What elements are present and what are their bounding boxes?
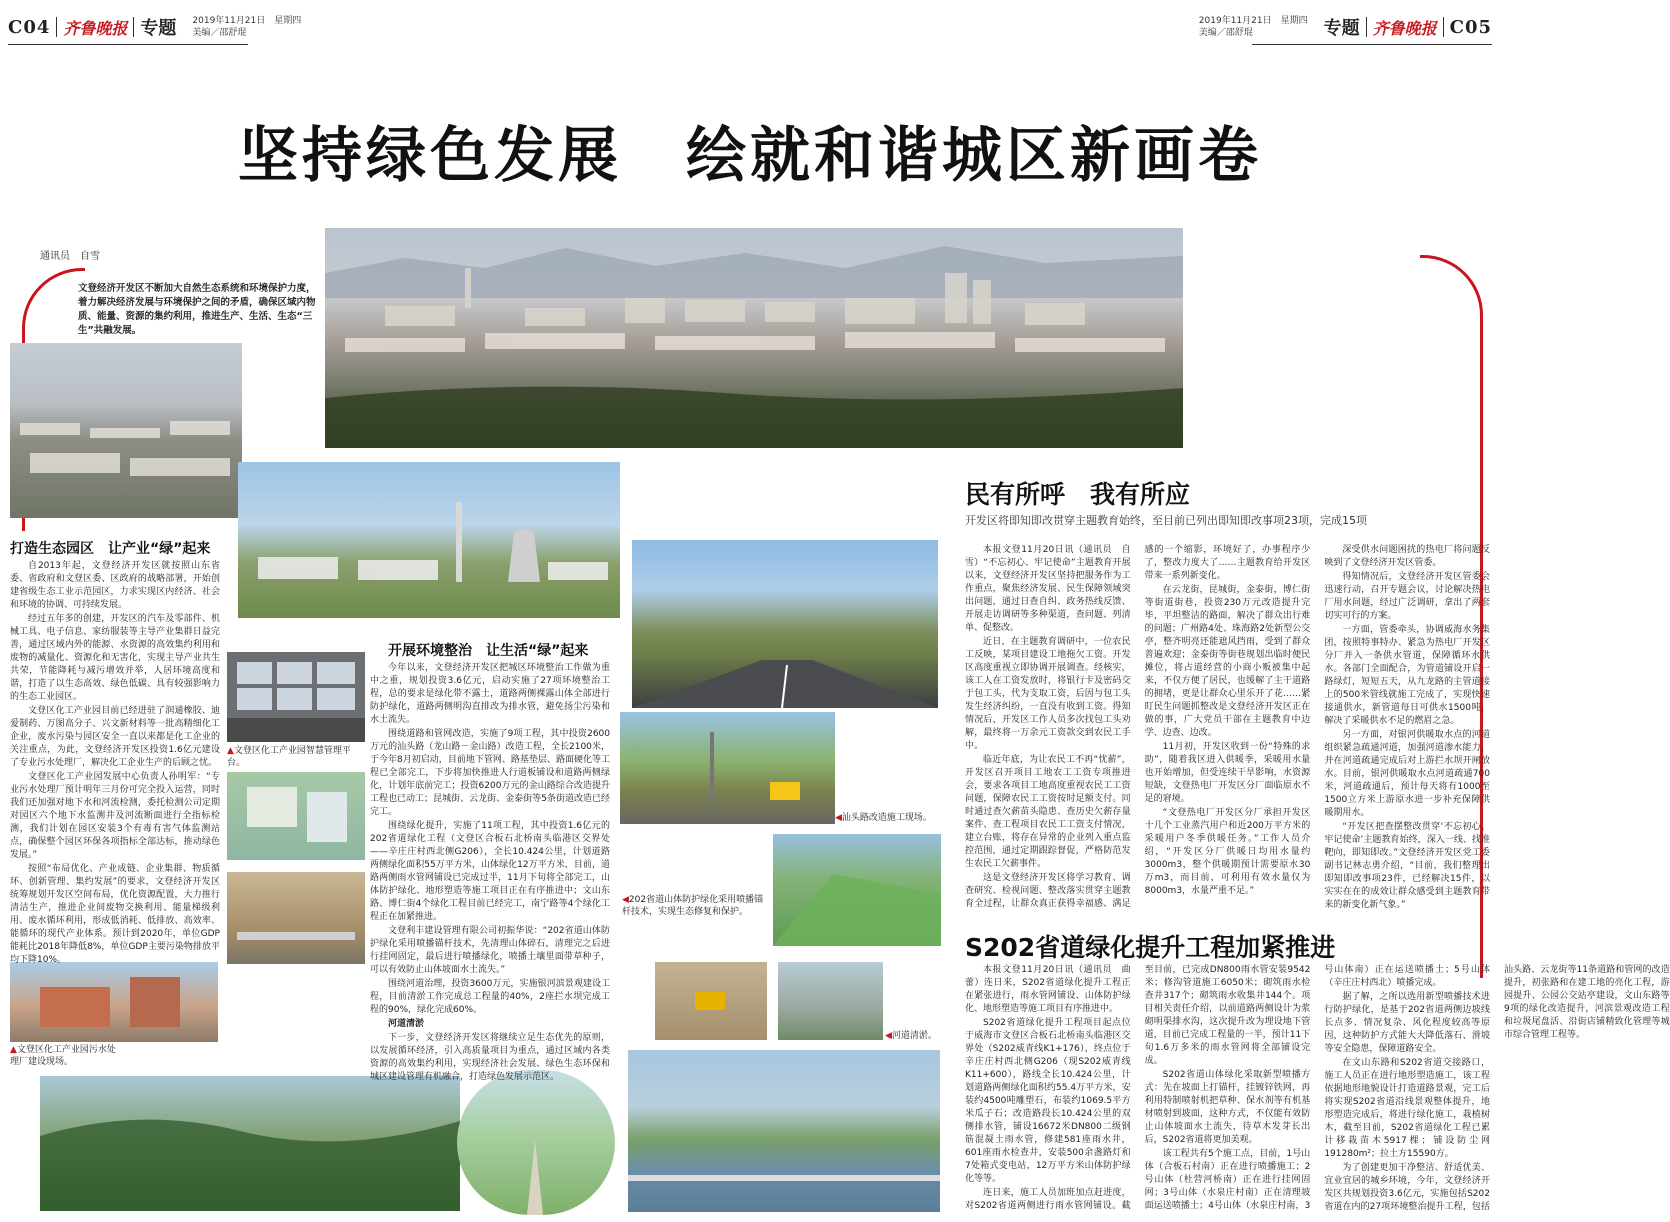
response-p10: 一方面，管委牵头，协调威海水务集团，按照特事特办、紧急为热电厂开发区分厂并入一条供水管道，保障循环水供水。各部门全面配合，为管道铺设开启一路绿灯，短短五天，从九龙路的主管道接上的500米管线就施工完成了，实现快速接通供水，新管道每日可供水1500吨，解决了采暖供水不足的燃眉之急。 [1324,625,1490,726]
s202-p1: 本报文登11月20日讯（通讯员 曲蕾）连日来，S202省道绿化提升工程正在紧张进行，雨水管网铺设、山体防护绿化、地形塑造等施工项目有序推进中。 [965,965,1131,1014]
river-dam-photo [628,1050,940,1212]
response-p7: “文登热电厂开发区分厂承担开发区十几个工业蒸汽用户和近200万平方米的采暖用户冬季供暖任务。”工作人员介绍，“开发区分厂供暖日均用水量约3000m3，整个供暖期预计需要原水30万m3，而目前，可利用有效水量仅为8000m3，水量严重不足。” [1144,808,1311,896]
section-name-right: 专题 [1323,18,1360,39]
environment-p1: 今年以来，文登经济开发区把城区环境整治工作做为重中之重，规划投资3.6亿元，启动实施了27项环境整治工程，总的要求是绿化带不露土，道路两侧裸露山体全部进行防护绿化，道路两侧明沟直排改为排水管，避免扬尘污染和水土流失。 [370,663,610,725]
brand-logo-right: 齐鲁晚报 [1372,18,1437,38]
caption-smart-platform: ▲文登区化工产业园智慧管理平台。 [227,746,351,768]
sewage-plant-photo [10,962,218,1042]
main-headline: 坚持绿色发展 绘就和谐城区新画卷 [238,121,1262,191]
section-name-left: 专题 [140,18,177,39]
eco-park-p5: 按照“布局优化、产业成链、企业集群、物质循环、创新管理、集约发展”的要求，文登经济开发区统筹规划开发区空间布局，优化资源配置，大力推行清洁生产，推进企业间废物交换利用、能量梯级利用、废水循环利用，形成低消耗、低排放、高效率、能循环的现代产业体系。预计到2020年，单位GDP能耗比2018年降低8%，单位GDP主要污染物排放平均下降10%。 [10,864,220,965]
s202-p3: 连日来，施工人员加班加点赶进度，对S202省道两侧进行雨水管网铺设。截至目前，已完成DN800雨水管安装9542米；修沟管道施工6050米；砌筑雨水检查井317个；砌筑雨水收集井144个。项目相关责任介绍，以前道路两侧设计为浆砌明渠排水沟，这次提升改为埋设地下管道，目前已完成工程量的一半，预计11下旬1.6万多米的雨水管网将全部铺设完成。 [965,965,1311,1211]
eco-park-p1: 自2013年起，文登经济开发区就按照山东省委、省政府和文登区委、区政府的战略部署，开始创建省级生态工业示范园区，力求实现区内经济、社会和环境的协调、可持续发展。 [10,561,220,610]
right-page-number: C05 [1449,16,1492,38]
response-p6: 11月初，开发区收到一份“特殊的求助”，随着我区进入供暖季，采暖用水量也开始增加，但受连续干旱影响，水资源短缺，文登热电厂开发区分厂面临原水不足的窘境。 [1144,742,1311,804]
s202-p5: 该工程共有5个施工点，目前，1号山体（合板石村南）正在进行喷播施工；2号山体（杜营河桥南）正在进行挂网固网；3号山体（水泉庄村南）正在清理坡面运送喷播土；4号山体（水泉庄村南，3号山体南）正在运送喷播土；5号山体（辛庄庄村西北）喷播完成。 [1144,965,1490,1211]
response-p12: “开发区把查摆整改贯穿‘不忘初心、牢记使命’主题教育始终，深入一线、找准靶向，即知即改。”文登经济开发区党工委副书记林志勇介绍，“目前，我们整理出即知即改事项23件，已经解决15件，以实实在在的成效让群众感受到主题教育带来的新变化新气象。” [1324,822,1490,910]
smart-platform-photo [227,652,365,742]
response-p4: 这是文登经济开发区将学习教育、调查研究、检视问题、整改落实贯穿主题教育全过程，让群众真正获得幸福感、满足感的一个缩影，环境好了，办事程序少了，整改力度大了……主题教育给开发区带来一系列新变化。 [965,545,1311,909]
section-title-response: 民有所呼 我有所应 [965,480,1191,509]
slope-greening-photo [773,834,941,946]
environment-p5: 围绕河道治理，投资3600万元，实施银河滨景观建设工程，目前清淤工作完成总工程量的40%，2座拦水坝完成工程的90%，绿化完成60%。 [370,979,610,1015]
eco-park-body [10,560,220,965]
response-p2: 近日，在主题教育调研中，一位农民工反映，某项目建设工地拖欠工资。开发区高度重视立即协调开展调查。经核实，该工人在工资发放时，将银行卡及密码交于包工头，代为支取工资，后因与包工头发生经济纠纷，一直没有收到工资。得知情况后，开发区工作人员多次找包工头劝解，最终将一万余元工资款交到农民工手中。 [965,637,1131,751]
environment-p3: 围绕绿化提升，实施了11项工程，其中投资1.6亿元的202省道绿化工程（文登区合板石北桥南头临港区交界处——辛庄庄村西北侧G206），全长10.424公里，计划道路两侧绿化面积55万平方米，山体绿化12万平方米，目前，道路两侧雨水管网铺设已完成过半，11月下旬将全部完工，山体防护绿化、地形塑造等施工项目正在有序推进中；文山东路、博仁街4个绿化工程目前已经完工，南宁路等4个绿化工程正在加紧推进。 [370,821,610,922]
s202-p6: 据了解，之所以选用新型喷播技术进行防护绿化，是基于202省道两侧边坡线长点多、情况复杂、风化程度较高等原因，这种防护方式能大大降低落石、滑坡等安全隐患，保障道路安全。 [1324,992,1490,1054]
date-line-right: 2019年11月21日 星期四 [1198,16,1308,26]
header-rule-left [8,44,248,45]
section-title-environment: 开展环境整治 让生活“绿”起来 [388,643,589,659]
pipe-construction-photo [227,872,365,964]
panorama-photo [325,228,1183,448]
byline: 通讯员 自雪 [40,251,100,262]
response-p5: 在云龙街，昆城街，金泰街，博仁街等街道街巷，投资230万元改造提升完毕，平坦整洁的路面，解决了群众出行难的问题；广州路4处、珠海路2处新型公交亭，整齐明亮还能遮风挡雨，受到了群众普遍欢迎；金泰街等街巷规划出临时便民摊位，将占道经营的小商小贩被集中起来，不仅方便了居民，也缓解了主干道路的拥堵，更是让群众心里乐开了花……紧盯民生问题抓整改是文登经济开发区正在做的事，广大党员干部在主题教育中边学、边查、边改。 [1144,585,1311,738]
park-map-photo [227,772,365,860]
highway-photo [632,540,938,708]
caption-sewage-plant: ▲文登区化工产业园污水处理厂建设现场。 [10,1045,116,1067]
brand-logo-left: 齐鲁晚报 [63,18,128,38]
response-p11: 另一方面，对银河供暖取水点的河道组织紧急疏通河道，加强河道渗水能力，并在河道疏通完成后对上游拦水坝开闸放水。目前，银河供暖取水点河道疏通700米，河道疏通后，预计每天将有1000至1500立方米上游原水进一步补充保障供暖期用水。 [1324,730,1490,818]
power-plant-photo [238,462,620,618]
response-subtitle: 开发区将即知即改贯穿主题教育始终，至目前已列出即知即改事项23项，完成15项 [965,514,1367,527]
environment-subhead: 河道清淤 [388,1019,425,1029]
section-title-s202: S202省道绿化提升工程加紧推进 [965,933,1336,962]
riverbank-photo [778,962,883,1040]
editor-line-right: 美编／邵舒琨 [1198,28,1253,38]
section-title-eco-park: 打造生态园区 让产业“绿”起来 [10,541,211,557]
environment-p6: 下一步，文登经济开发区将继续立足生态优先的原则，以发展循环经济，引入高质量项目为重点，通过区域内各类资源的高效集约利用，实现经济社会发展、绿色生态环保和城区建设管理有机融合，打造绿色发展示范区。 [370,1033,610,1082]
caption-s202-slope: ◀202省道山体防护绿化采用喷播锚杆技术，实现生态修复和保护。 [622,895,764,917]
environment-body [370,662,610,1082]
editor-line: 美编／邵舒琨 [192,28,247,38]
eco-park-p4: 文登区化工产业园发展中心负责人孙明军：“专业污水处理厂预计明年三月份可完全投入运营，同时我们还加强对地下水和河流检测，委托检测公司定期对园区六个地下水监测井及河流断面进行全指标检测，我们计划在园区安装3个有毒有害气体监测站点，确保整个园区环保各项指标全部达标，推动绿色发展。” [10,772,220,860]
header-rule-right [1252,44,1492,45]
s202-p7: 在文山东路和S202省道交接路口，施工人员正在进行地形塑造施工，该工程依据地形地貌设计打造道路景观，完工后将实现S202省道沿线景观整体提升，地形塑造完成后，将进行绿化施工，栽植树木，截至目前，S202省道绿化工程已累计移栽苗木5917棵；铺设防尘网191280m²；拉土方15590方。 [1324,1058,1490,1159]
right-page-header [1199,14,1492,40]
response-body [965,544,1490,922]
response-p3: 临近年底，为让农民工不再“忧薪”，开发区召开项目工地农工工资专项推进会，要求各项目工地高度重视农民工工资问题，保障农民工工资按时足额支付。同时通过查欠薪苗头隐患、查历史欠薪存量案件、查工程项目农民工工资支付情况，建立台账，将存在异常的企业列入重点监控范围，通过定期跟踪督促，严格防范发生农民工欠薪事件。 [965,755,1131,869]
s202-p4: S202省道山体绿化采取新型喷播方式：先在坡面上打锚杆，挂镀锌铁网，再利用特制喷射机把草种、保水剂等有机基材喷射到坡面，这种方式，不仅能有效防止山体坡面水土流失，待草木发芽长出后，S202省道将更加美观。 [1144,1070,1311,1145]
right-header-meta [1199,15,1308,39]
date-line: 2019年11月21日 星期四 [192,16,302,26]
left-page-number: C04 [8,16,51,38]
mountain-road-photo [40,1076,460,1211]
industrial-area-photo [10,343,242,518]
left-page-header [8,14,301,40]
left-header-meta [192,15,301,39]
s202-p8: 为了创建更加干净整洁、舒适优美、宜业宜居的城乡环境，今年，文登经济开发区共规划投资3.6亿元，实施包括S202省道在内的27项环境整治提升工程，包括汕头路、云龙街等11条道路和管网的改造提升，初张路和在建工地的亮化工程，游园提升、公园公交站亭建设，文山东路等9项的绿化改造提升，河滨景观改造工程和垃圾尾盘活、沿街店铺精致化管理等城市综合管理工程等。 [1324,965,1670,1212]
caption-dredge: ◀河道清淤。 [885,1031,937,1041]
park-path-photo [457,1070,615,1215]
response-p1: 本报文登11月20日讯（通讯员 自雪）“不忘初心、牢记使命”主题教育开展以来，文登经济开发区坚持把服务作为工作重点，聚焦经济发展、民生保障领域突出问题，通过日查自纠、政务热线反馈、开展走访调研等多种渠道，查问题、列清单、促整改。 [965,545,1131,633]
eco-park-p3: 文登区化工产业园目前已经进驻了润通橡胶、迪爱制药、万图高分子、兴文新材料等一批高精细化工企业，废水污染与园区安全一直以来都是化工企业的关注重点，为此，文登经济开发区投资1.6亿元建设了专业污水处理厂，解决化工企业生产的后顾之忧。 [10,706,220,768]
response-p9: 得知情况后，文登经济开发区管委会迅速行动，召开专题会议，讨论解决热电厂用水问题，经过广泛调研，拿出了两套切实可行的方案。 [1324,572,1490,621]
intro-text: 文登经济开发区不断加大自然生态系统和环境保护力度，着力解决经济发展与环境保护之间的矛盾，确保区域内物质、能量、资源的集约利用，推进生产、生活、生态“三生”共融发展。 [78,283,316,336]
s202-p2: S202省道绿化提升工程项目起点位于威海市文登区合板石北桥南头临港区交界处（S202威青线K1+176），终点位于辛庄庄村西北侧G206（现S202威青线K11+600），路线全长10.424公里，计划道路两侧绿化面积约55.4万平方米，安装约4500吨雕塑石，布装约1069.5平方米瓜子石；改造路段长10.424公里的双侧排水管，铺设16672米DN800二级钢筋混凝土雨水管，修建581座雨水井，601座雨水检查井，安装500余盏路灯和7处箱式变电站，12万平方米山体防护绿化等等。 [965,1018,1131,1184]
s202-body [965,964,1670,1214]
caption-shantou-road: ◀汕头路改造施工现场。 [835,813,932,823]
response-p8: 深受供水问题困扰的热电厂将问题反映到了文登经济开发区管委。 [1324,545,1490,568]
eco-park-p2: 经过五年多的创建，开发区的汽车及零部件、机械工具、电子信息、家纺服装等主导产业集群日益完善，通过区域内外的能源、水资源的高效集约利用和废物的减量化、资源化和无害化，实现主导产业共生共荣，节能降耗与减污增效并举，人居环境高度和谐，打造了以生态高效、绿色低碳、具有较强影响力的生态工业园区。 [10,614,220,702]
road-paving-photo [620,712,835,824]
environment-p2: 围绕道路和管网改造，实施了9项工程，其中投资2600万元的汕头路（龙山路－金山路）改造工程，全长2100米，于今年8月初启动，目前地下管网、路基垫层、路面硬化等工程已全部完工，下步将加快推进人行道板铺设和道路两侧绿化，计划年底前完工；投资6200万元的金山路综合改造提升工程也已动工；昆城街、云龙街、金泰街等5条街道改造已经完工。 [370,729,610,817]
environment-p4: 文登利丰建设管理有限公司初振华说：“202省道山体防护绿化采用喷播锚杆技术，先清理山体碎石，清理完之后进行挂网固定，最后进行喷播绿化，喷播土壤里面带草种子，可以有效防止山体坡面水土流失。” [370,926,610,975]
excavator-photo [655,962,767,1040]
